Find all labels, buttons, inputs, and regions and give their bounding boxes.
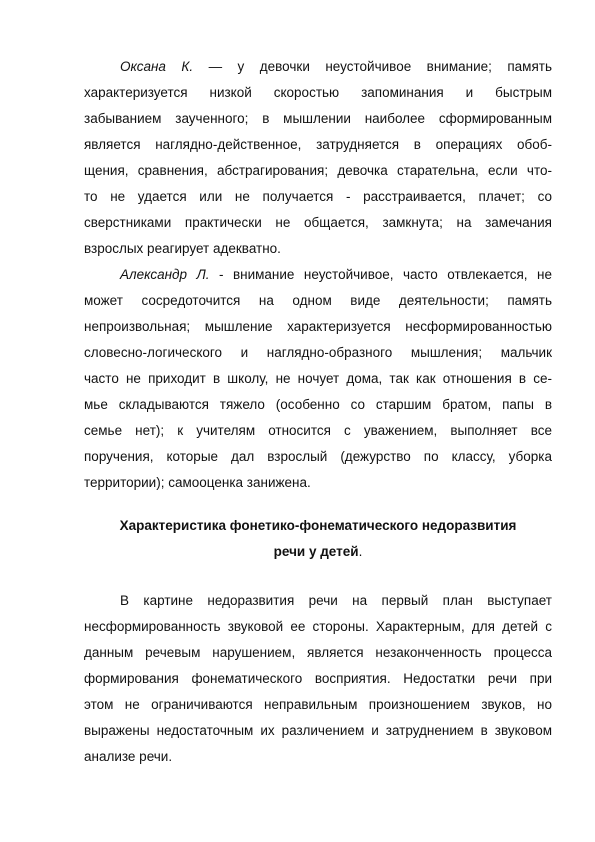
paragraph-1-line-4: является наглядно-действенное, затрудняется в операциях обоб- <box>84 137 552 152</box>
paragraph-2-line-9: территории); самооценка занижена. <box>84 475 311 490</box>
paragraph-1-line-8: взрослых реагирует адекватно. <box>84 241 281 256</box>
paragraph-3-line-5: этом не ограничиваются неправильным произношением звуков, но <box>84 697 552 712</box>
paragraph-3-line-4: формирования фонематического восприятия. Недостатки речи при <box>84 671 552 686</box>
paragraph-2-line-8: поручения, которые дал взрослый (дежурство по классу, уборка <box>84 449 552 464</box>
paragraph-3-line-2: несформированность звуковой ее стороны. Характерным, для детей с <box>84 619 552 634</box>
paragraph-2-line-4: словесно-логического и наглядно-образного мышления; мальчик <box>84 345 552 360</box>
paragraph-1-line-2: характеризуется низкой скоростью запоминания и быстрым <box>84 85 552 100</box>
paragraph-1-line-3: забыванием заученного; в мышлении наиболее сформированным <box>84 111 552 126</box>
paragraph-1-line-1: Оксана К. — у девочки неустойчивое внимание; память <box>120 59 552 74</box>
paragraph-2-line-7: семье нет); к учителям относится с уважением, выполняет все <box>84 423 552 438</box>
paragraph-2-line-1: Александр Л. - внимание неустойчивое, часто отвлекается, не <box>120 267 552 282</box>
person-name-oksana: Оксана К. <box>120 59 194 74</box>
paragraph-3-line-7: анализе речи. <box>84 749 173 764</box>
section-heading-line-2: речи у детей. <box>273 544 363 559</box>
paragraph-1-line-7: сверстниками практически не общается, замкнута; на замечания <box>84 215 552 230</box>
paragraph-2-line-6: мье складываются тяжело (особенно со старшим братом, папы в <box>84 397 552 412</box>
paragraph-2-line-2: может сосредоточится на одном виде деятельности; память <box>84 293 552 308</box>
paragraph-3-line-3: данным речевым нарушением, является незаконченность процесса <box>84 645 552 660</box>
paragraph-2-line-3: непроизвольная; мышление характеризуется несформированностью <box>84 319 552 334</box>
paragraph-1-line-6: то не удается или не получается - расстраивается, плачет; со <box>84 189 552 204</box>
section-heading-line-1: Характеристика фонетико-фонематического недоразвития <box>119 518 517 533</box>
person-name-alexander: Александр Л. <box>120 267 210 282</box>
paragraph-3-line-6: выражены недостаточным их различением и затруднением в звуковом <box>84 723 552 738</box>
paragraph-3-line-1: В картине недоразвития речи на первый план выступает <box>120 593 552 608</box>
paragraph-2-line-5: часто не приходит в школу, не ночует дома, так как отношения в се- <box>84 371 552 386</box>
paragraph-1-line-5: щения, сравнения, абстрагирования; девочка старательна, если что- <box>84 163 552 178</box>
